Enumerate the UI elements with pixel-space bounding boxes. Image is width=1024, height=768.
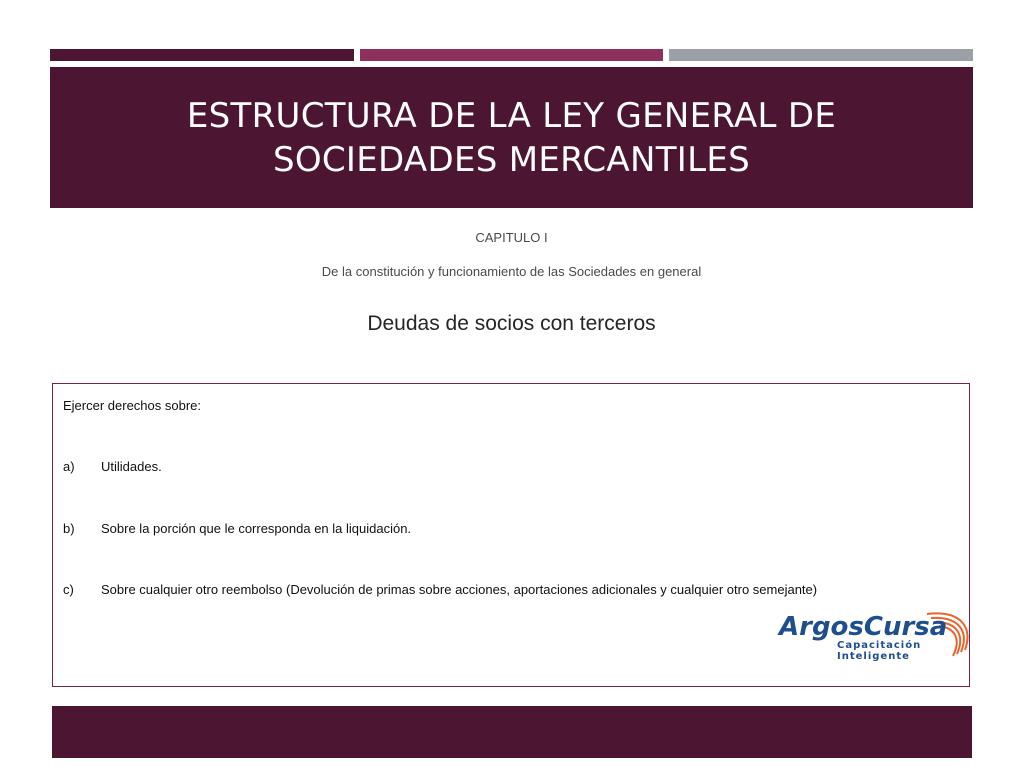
list-item [63, 575, 963, 605]
accent-bar-1 [50, 49, 354, 61]
list-marker: c) [63, 582, 74, 597]
list-marker: a) [63, 459, 75, 474]
list-marker: b) [63, 521, 75, 536]
section-heading: Deudas de socios con terceros [367, 312, 656, 335]
list-item [63, 452, 963, 482]
accent-bar-2 [360, 49, 664, 61]
list-item [63, 514, 963, 544]
logo-name: ArgosCursa [779, 612, 948, 642]
logo-tagline-1: Capacitación [837, 640, 922, 651]
footer-band [52, 706, 972, 758]
top-accent-bars [50, 49, 973, 61]
intro-text: Ejercer derechos sobre: [63, 398, 202, 413]
chapter-label: CAPITULO I [475, 230, 548, 245]
chapter-description: De la constitución y funcionamiento de las Sociedades en general [321, 264, 702, 279]
slide-title: ESTRUCTURA DE LA LEY GENERAL DE SOCIEDADES MERCANTILES [186, 95, 837, 180]
list-item-text: Utilidades. [101, 459, 162, 474]
argoscursa-logo [777, 606, 973, 662]
accent-bar-3 [669, 49, 973, 61]
logo-tagline-2: Inteligente [837, 651, 910, 662]
title-band [50, 67, 973, 208]
list-item-text: Sobre la porción que le corresponda en la liquidación. [101, 521, 412, 536]
list-item-text: Sobre cualquier otro reembolso (Devolución de primas sobre acciones, aportaciones adicionales y cualquier otro semejante) [101, 582, 818, 597]
content-box [52, 383, 970, 687]
